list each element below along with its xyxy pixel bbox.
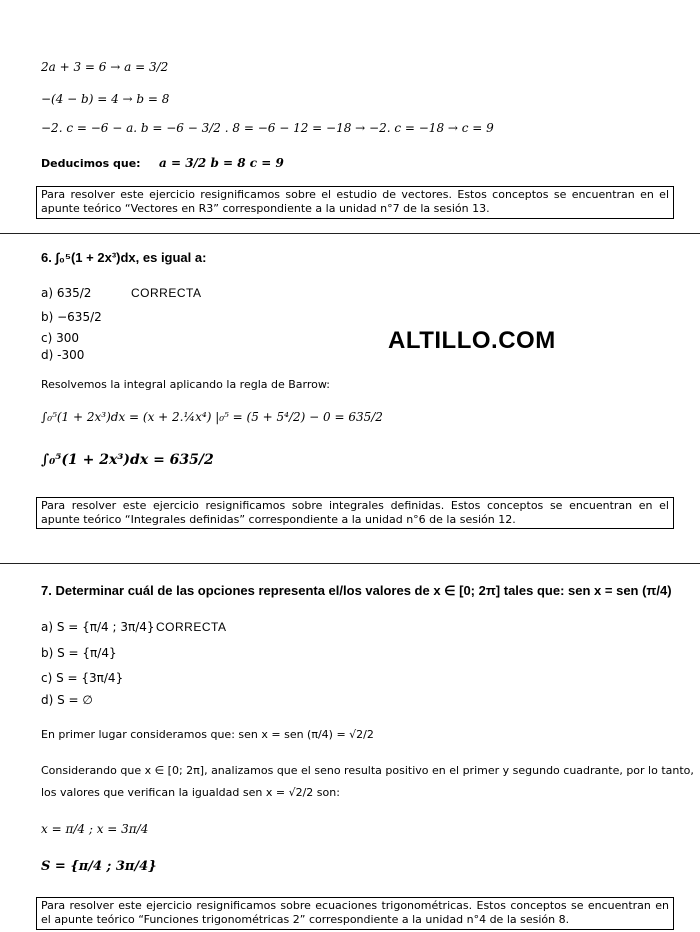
q7-option-c: c) S = {3π/4}: [41, 671, 124, 685]
equation-b: −(4 − b) = 4 → b = 8: [41, 92, 170, 106]
q6-option-b: b) −635/2: [41, 310, 102, 324]
q6-option-d: d) -300: [41, 348, 85, 362]
q6-option-c: c) 300: [41, 331, 79, 345]
section-divider: [0, 563, 700, 564]
q7-line1: En primer lugar consideramos que: sen x = sen (π/4) = √2/2: [41, 728, 374, 741]
section-divider: [0, 233, 700, 234]
conclusion: [41, 154, 284, 172]
equation-c: −2. c = −6 − a. b = −6 − 3/2 . 8 = −6 − 12 = −18 → −2. c = −18 → c = 9: [41, 121, 494, 135]
q7-line2: Considerando que x ∈ [0; 2π], analizamos que el seno resulta positivo en el primer y segundo cuadrante, por lo tanto,: [41, 764, 694, 777]
q7-option-d: d) S = ∅: [41, 693, 93, 707]
question-6-title: 6. ∫₀⁵(1 + 2x³)dx, es igual a:: [41, 250, 207, 265]
question-7-title: 7. Determinar cuál de las opciones representa el/los valores de x ∈ [0; 2π] tales que: sen x = sen (π/4): [41, 583, 672, 598]
q7-solution-set: S = {π/4 ; 3π/4}: [41, 859, 157, 874]
q7-line3: los valores que verifican la igualdad sen x = √2/2 son:: [41, 786, 340, 799]
q6-option-a: a) 635/2: [41, 286, 92, 300]
conclusion-values: a = 3/2 b = 8 c = 9: [159, 156, 284, 170]
q7-correct-label: CORRECTA: [156, 620, 227, 634]
watermark: ALTILLO.COM: [388, 327, 556, 354]
note-vectores: Para resolver este ejercicio resignificamos sobre el estudio de vectores. Estos conceptos se encuentran en el apunte teórico “Vectores en R3” correspondiente a la unidad n°7 de la sesión 13.: [36, 186, 674, 219]
equation-a: 2a + 3 = 6 → a = 3/2: [41, 60, 169, 74]
q6-intro: Resolvemos la integral aplicando la regla de Barrow:: [41, 378, 330, 391]
q7-option-b: b) S = {π/4}: [41, 646, 117, 660]
q6-correct-label: CORRECTA: [131, 286, 202, 300]
q7-option-a: a) S = {π/4 ; 3π/4}: [41, 620, 155, 634]
note-integrales: Para resolver este ejercicio resignificamos sobre integrales definidas. Estos conceptos se encuentran en el apunte teórico “Integrales definidas” correspondiente a la unidad n°6 de la sesión 12.: [36, 497, 674, 529]
q6-result: ∫₀⁵(1 + 2x³)dx = 635/2: [41, 452, 214, 468]
conclusion-label: Deducimos que:: [41, 157, 141, 170]
note-trigonometricas: Para resolver este ejercicio resignificamos sobre ecuaciones trigonométricas. Estos conceptos se encuentran en el apunte teórico “Funciones trigonométricas 2” correspondiente a la unidad n°4 de la sesión 8.: [36, 897, 674, 930]
q7-solutions: x = π/4 ; x = 3π/4: [41, 822, 149, 836]
q6-work: ∫₀⁵(1 + 2x³)dx = (x + 2.¼x⁴) |₀⁵ = (5 + 5⁴/2) − 0 = 635/2: [41, 410, 383, 424]
